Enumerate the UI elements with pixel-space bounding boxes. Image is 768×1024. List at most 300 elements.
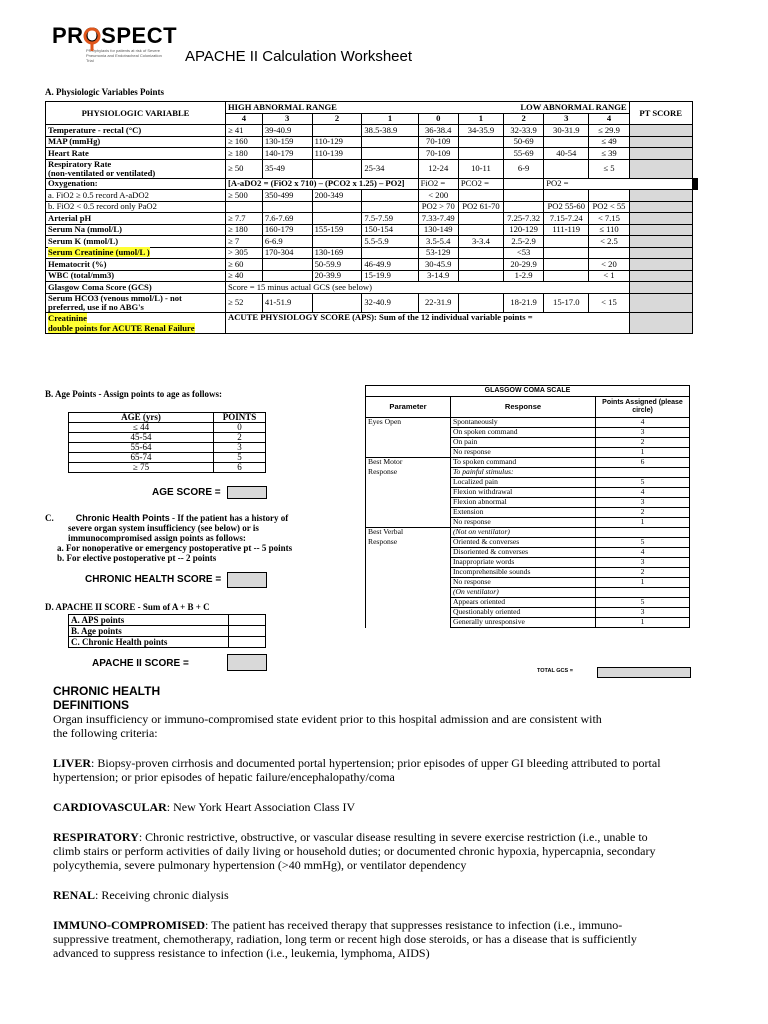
gcs-row xyxy=(366,608,690,618)
gcs-resp: Extension xyxy=(451,508,596,518)
gcs-param: Response xyxy=(366,538,451,548)
physio-row xyxy=(46,136,698,148)
gcs-param: Best Verbal xyxy=(366,528,451,538)
physio-variable-label xyxy=(46,224,226,236)
range-cell: 50-69 xyxy=(503,136,543,148)
apache-sum-table xyxy=(68,614,266,648)
physio-row xyxy=(46,270,698,282)
def-resp-text-2: climb stairs or perform activities of daily living or household duties; or documented chronic hypoxia, hypercapnia, secondary xyxy=(53,844,656,858)
range-cell: ≥ 180 xyxy=(226,224,263,236)
gcs-row xyxy=(366,538,690,548)
range-cell: 39-40.9 xyxy=(262,125,312,137)
gcs-pts[interactable]: 2 xyxy=(596,438,690,448)
gcs-param xyxy=(366,508,451,518)
gcs-pts xyxy=(596,528,690,538)
gcs-row xyxy=(366,478,690,488)
section-c-option-a: a. For nonoperative or emergency postoperative pt -- 5 points xyxy=(57,543,293,553)
range-cell: 6-9 xyxy=(503,159,543,178)
range-cell xyxy=(458,148,503,160)
physio-variable-text: WBC (total/mm3) xyxy=(48,270,115,281)
physio-row xyxy=(46,247,698,259)
physio-variable-label xyxy=(46,282,226,294)
gcs-param xyxy=(366,438,451,448)
apache-sum-value[interactable] xyxy=(229,637,266,648)
range-cell xyxy=(262,259,312,271)
range-cell xyxy=(312,213,362,225)
physio-variable-text: Serum HCO3 (venous mmol/L) - not xyxy=(48,292,182,303)
age-range: 45-54 xyxy=(69,433,214,443)
prospect-logo xyxy=(52,24,192,70)
gcs-row xyxy=(366,468,690,478)
definitions-body xyxy=(53,712,733,960)
points-col-2: 2 xyxy=(312,113,362,125)
age-points: 6 xyxy=(214,463,266,473)
range-cell: 160-179 xyxy=(262,224,312,236)
section-c-intro: - If the patient has a history of xyxy=(169,513,289,523)
range-cell: 35-49 xyxy=(262,159,312,178)
range-cell: < 2.5 xyxy=(589,236,629,248)
age-row xyxy=(69,443,266,453)
range-cell xyxy=(458,136,503,148)
gcs-row xyxy=(366,448,690,458)
def-liver-text-2: hypertension; or prior episodes of hepatic failure/encephalopathy/coma xyxy=(53,770,395,784)
pt-score-cell[interactable] xyxy=(629,247,692,259)
range-cell: PO2 > 70 xyxy=(418,201,458,213)
def-liver xyxy=(53,756,733,770)
range-cell: 22-31.9 xyxy=(418,293,458,312)
range-cell: 3-14.9 xyxy=(418,270,458,282)
range-cell xyxy=(362,190,418,202)
gcs-pts[interactable]: 5 xyxy=(596,478,690,488)
gcs-param xyxy=(366,498,451,508)
gcs-param: Best Motor xyxy=(366,458,451,468)
gcs-row xyxy=(366,418,690,428)
range-cell: 70-109 xyxy=(418,136,458,148)
gcs-pts[interactable]: 1 xyxy=(596,618,690,628)
age-row xyxy=(69,423,266,433)
range-cell: 110-129 xyxy=(312,136,362,148)
range-cell: < 15 xyxy=(589,293,629,312)
gcs-pts[interactable]: 1 xyxy=(596,578,690,588)
range-cell xyxy=(362,201,418,213)
pt-score-blocked xyxy=(692,178,697,190)
range-cell: 25-34 xyxy=(362,159,418,178)
range-cell: 6-6.9 xyxy=(262,236,312,248)
section-c-line2: severe organ system insufficiency (see below) or is xyxy=(68,523,259,533)
gcs-param xyxy=(366,428,451,438)
physio-variable-text: Heart Rate xyxy=(48,147,89,158)
physio-variable-text: Serum Creatinine (umol/L ) xyxy=(48,247,150,258)
age-points: 3 xyxy=(214,443,266,453)
physiologic-variables-table xyxy=(45,101,698,334)
range-cell xyxy=(312,236,362,248)
def-intro-2: the following criteria: xyxy=(53,726,158,740)
def-resp xyxy=(53,830,733,844)
range-cell: 350-499 xyxy=(262,190,312,202)
range-cell: ≥ 180 xyxy=(226,148,263,160)
physio-row xyxy=(46,259,698,271)
range-cell xyxy=(262,201,312,213)
range-cell xyxy=(362,148,418,160)
range-cell: 1-2.9 xyxy=(503,270,543,282)
oxygenation-formula: [A-aDO2 = (FiO2 x 710) – (PCO2 x 1.25) – PO2] xyxy=(226,178,419,190)
range-cell: <53 xyxy=(503,247,543,259)
range-cell xyxy=(312,125,362,137)
range-cell: ≥ 50 xyxy=(226,159,263,178)
pt-score-cell[interactable] xyxy=(629,236,692,248)
physio-variable-label xyxy=(46,213,226,225)
age-points: 2 xyxy=(214,433,266,443)
col-pt-score: PT SCORE xyxy=(629,102,692,125)
def-resp-text: : Chronic restrictive, obstructive, or vascular disease resulting in severe exercise restriction (i.e., unable to xyxy=(138,830,648,844)
physio-variable-label xyxy=(46,178,226,190)
age-range: ≤ 44 xyxy=(69,423,214,433)
gcs-pts[interactable]: 5 xyxy=(596,538,690,548)
range-cell: 7.25-7.32 xyxy=(503,213,543,225)
physio-row xyxy=(46,213,698,225)
gcs-param xyxy=(366,618,451,628)
gcs-param xyxy=(366,568,451,578)
apache-ii-score-box[interactable] xyxy=(227,654,267,671)
apache-sum-value[interactable] xyxy=(229,615,266,626)
col-high-abnormal: HIGH ABNORMAL RANGE xyxy=(226,102,419,114)
chronic-health-score-box[interactable] xyxy=(227,572,267,588)
pt-score-cell[interactable] xyxy=(629,259,692,271)
range-cell: 3-3.4 xyxy=(458,236,503,248)
physio-variable-text: MAP (mmHg) xyxy=(48,136,101,147)
gcs-resp: Inappropriate words xyxy=(451,558,596,568)
age-points-table xyxy=(68,412,266,473)
gcs-pts xyxy=(596,468,690,478)
gcs-param xyxy=(366,608,451,618)
apache-sum-value[interactable] xyxy=(229,626,266,637)
range-cell: > 305 xyxy=(226,247,263,259)
def-resp-text-3: polycythemia, severe pulmonary hypertension (>40 mmHg), or ventilator dependency xyxy=(53,858,467,872)
age-range: 55-64 xyxy=(69,443,214,453)
gcs-resp: To spoken command xyxy=(451,458,596,468)
points-col-3: 1 xyxy=(362,113,418,125)
pt-score-cell[interactable] xyxy=(629,213,692,225)
gcs-param xyxy=(366,578,451,588)
range-cell xyxy=(458,270,503,282)
range-cell: ≤ 39 xyxy=(589,148,629,160)
range-cell: < 1 xyxy=(589,270,629,282)
pt-score-cell[interactable] xyxy=(629,201,692,213)
creatinine-note-2: double points for ACUTE Renal Failure xyxy=(48,322,195,333)
range-cell xyxy=(458,259,503,271)
range-cell: 120-129 xyxy=(503,224,543,236)
range-cell: < 20 xyxy=(589,259,629,271)
gcs-param xyxy=(366,548,451,558)
range-cell xyxy=(458,247,503,259)
gcs-resp: No response xyxy=(451,518,596,528)
points-col-8: 4 xyxy=(589,113,629,125)
def-immuno-text: : The patient has received therapy that suppresses resistance to infection (i.e., immuno- xyxy=(204,918,623,932)
def-renal xyxy=(53,888,733,902)
physio-variable-label xyxy=(46,125,226,137)
section-d-title: D. APACHE II SCORE - Sum of A + B + C xyxy=(45,602,210,612)
def-immuno-text-3: advanced to suppress resistance to infection (i.e., leukemia, lymphoma, AIDS) xyxy=(53,946,430,960)
range-cell: 200-349 xyxy=(312,190,362,202)
pt-score-cell[interactable] xyxy=(629,159,692,178)
range-cell: ≥ 60 xyxy=(226,259,263,271)
range-cell: 10-11 xyxy=(458,159,503,178)
pt-score-cell[interactable] xyxy=(629,148,692,160)
range-cell xyxy=(262,270,312,282)
physio-variable-label xyxy=(46,259,226,271)
range-cell xyxy=(458,213,503,225)
range-cell: 30-31.9 xyxy=(544,125,589,137)
age-score-box[interactable] xyxy=(227,486,267,499)
def-renal-label: RENAL xyxy=(53,888,96,902)
gcs-total-box[interactable] xyxy=(597,667,691,678)
col-age: AGE (yrs) xyxy=(69,413,214,423)
age-range: 65-74 xyxy=(69,453,214,463)
col-low-abnormal: LOW ABNORMAL RANGE xyxy=(418,102,629,114)
range-cell: 32-33.9 xyxy=(503,125,543,137)
gcs-row xyxy=(366,568,690,578)
physio-variable-label xyxy=(46,136,226,148)
range-cell: ≥ 41 xyxy=(226,125,263,137)
range-cell xyxy=(589,190,629,202)
physio-variable-text-2: preferred, use if no ABG's xyxy=(48,301,144,312)
gcs-pts[interactable]: 2 xyxy=(596,508,690,518)
points-col-0: 4 xyxy=(226,113,263,125)
age-row xyxy=(69,463,266,473)
creatinine-note xyxy=(46,312,226,333)
range-cell: 20-39.9 xyxy=(312,270,362,282)
physio-variable-label xyxy=(46,293,226,312)
gcs-pts[interactable]: 2 xyxy=(596,568,690,578)
range-cell xyxy=(544,136,589,148)
pt-score-cell[interactable] xyxy=(629,282,692,294)
aps-label: ACUTE PHYSIOLOGY SCORE (APS): Sum of the 12 individual variable points = xyxy=(226,312,630,333)
pt-score-cell[interactable] xyxy=(629,125,692,137)
section-c-line3: immunocompromised assign points as follows: xyxy=(68,533,246,543)
range-cell xyxy=(544,236,589,248)
gcs-param xyxy=(366,598,451,608)
physio-variable-label xyxy=(46,148,226,160)
range-cell: ≥ 40 xyxy=(226,270,263,282)
range-cell xyxy=(312,293,362,312)
def-resp-label: RESPIRATORY xyxy=(53,830,139,844)
gcs-row xyxy=(366,598,690,608)
range-cell: ≤ 110 xyxy=(589,224,629,236)
page-title: APACHE II Calculation Worksheet xyxy=(185,48,413,65)
range-cell: ≤ 49 xyxy=(589,136,629,148)
gcs-row xyxy=(366,618,690,628)
range-cell: 130-159 xyxy=(262,136,312,148)
range-cell: 7.5-7.59 xyxy=(362,213,418,225)
gcs-row xyxy=(366,528,690,538)
apache-ii-score-label: APACHE II SCORE = xyxy=(92,658,189,669)
age-points: 5 xyxy=(214,453,266,463)
physio-row xyxy=(46,178,698,190)
physio-variable-label xyxy=(46,236,226,248)
section-b-title: B. Age Points - Assign points to age as follows: xyxy=(45,389,223,399)
range-cell: 50-59.9 xyxy=(312,259,362,271)
range-cell: 2.5-2.9 xyxy=(503,236,543,248)
gcs-pts xyxy=(596,588,690,598)
gcs-resp: No response xyxy=(451,448,596,458)
magnifier-logo-icon xyxy=(82,26,102,52)
range-cell: ≤ 29.9 xyxy=(589,125,629,137)
points-col-4: 0 xyxy=(418,113,458,125)
section-c xyxy=(45,513,345,563)
pt-score-cell[interactable] xyxy=(629,293,692,312)
range-cell: 32-40.9 xyxy=(362,293,418,312)
range-cell xyxy=(458,224,503,236)
apache-sum-label: C. Chronic Health points xyxy=(69,637,229,648)
range-cell: ≥ 52 xyxy=(226,293,263,312)
gcs-resp: Flexion withdrawal xyxy=(451,488,596,498)
gcs-row xyxy=(366,548,690,558)
def-immuno-label: IMMUNO-COMPROMISED xyxy=(53,918,205,932)
oxygenation-po2: PO2 = xyxy=(544,178,692,190)
physio-row xyxy=(46,190,698,202)
gcs-resp: Flexion abnormal xyxy=(451,498,596,508)
pt-score-cell[interactable] xyxy=(629,136,692,148)
physio-variable-text: Hematocrit (%) xyxy=(48,258,107,269)
gcs-pts[interactable]: 1 xyxy=(596,518,690,528)
definitions-heading-2: DEFINITIONS xyxy=(53,698,130,712)
range-cell: ≤ 5 xyxy=(589,159,629,178)
physio-variable-label xyxy=(46,190,226,202)
physio-variable-label xyxy=(46,247,226,259)
physio-variable-label xyxy=(46,159,226,178)
range-cell: 30-45.9 xyxy=(418,259,458,271)
physio-variable-text-2: (non-ventilated or ventilated) xyxy=(48,167,156,178)
range-cell: 7.15-7.24 xyxy=(544,213,589,225)
gcs-row xyxy=(366,518,690,528)
gcs-pts[interactable]: 3 xyxy=(596,428,690,438)
range-cell: 140-179 xyxy=(262,148,312,160)
physio-row xyxy=(46,293,698,312)
range-cell: ≥ 7.7 xyxy=(226,213,263,225)
apache-sum-row xyxy=(69,626,266,637)
oxygenation-pco2: PCO2 = xyxy=(458,178,503,190)
gcs-pts[interactable]: 4 xyxy=(596,418,690,428)
gcs-param xyxy=(366,478,451,488)
range-cell: 5.5-5.9 xyxy=(362,236,418,248)
range-cell xyxy=(589,247,629,259)
apache-sum-label: B. Age points xyxy=(69,626,229,637)
gcs-row xyxy=(366,508,690,518)
physio-row xyxy=(46,236,698,248)
gcs-pts[interactable]: 3 xyxy=(596,558,690,568)
physio-variable-label xyxy=(46,270,226,282)
gcs-resp: Generally unresponsive xyxy=(451,618,596,628)
gcs-row xyxy=(366,438,690,448)
def-cardio xyxy=(53,800,733,814)
physio-variable-label xyxy=(46,201,226,213)
gcs-note: Score = 15 minus actual GCS (see below) xyxy=(226,282,630,294)
range-cell: 40-54 xyxy=(544,148,589,160)
gcs-col-parameter: Parameter xyxy=(366,397,451,418)
physio-variable-text: Arterial pH xyxy=(48,212,92,223)
gcs-pts[interactable]: 6 xyxy=(596,458,690,468)
physio-variable-text: Serum Na (mmol/L) xyxy=(48,224,122,235)
def-liver-label: LIVER xyxy=(53,756,92,770)
gcs-param xyxy=(366,488,451,498)
gcs-pts[interactable]: 1 xyxy=(596,448,690,458)
points-col-1: 3 xyxy=(262,113,312,125)
chronic-health-score-label: CHRONIC HEALTH SCORE = xyxy=(85,574,222,585)
range-cell: 34-35.9 xyxy=(458,125,503,137)
points-col-7: 3 xyxy=(544,113,589,125)
gcs-resp: Spontaneously xyxy=(451,418,596,428)
physio-row xyxy=(46,224,698,236)
creatinine-note-1: Creatinine xyxy=(48,312,87,323)
definitions-heading-1: CHRONIC HEALTH xyxy=(53,684,161,698)
pt-score-cell[interactable] xyxy=(629,270,692,282)
range-cell xyxy=(362,136,418,148)
gcs-pts[interactable]: 4 xyxy=(596,488,690,498)
gcs-row xyxy=(366,498,690,508)
range-cell: 7.6-7.69 xyxy=(262,213,312,225)
physio-row xyxy=(46,201,698,213)
age-row xyxy=(69,433,266,443)
def-liver-text: : Biopsy-proven cirrhosis and documented portal hypertension; prior episodes of upper GI bleeding attributed to portal xyxy=(91,756,661,770)
col-points: POINTS xyxy=(214,413,266,423)
gcs-col-response: Response xyxy=(451,397,596,418)
def-cardio-text: : New York Heart Association Class IV xyxy=(166,800,356,814)
gcs-pts[interactable]: 3 xyxy=(596,498,690,508)
range-cell: 70-109 xyxy=(418,148,458,160)
range-cell xyxy=(458,293,503,312)
gcs-param: Eyes Open xyxy=(366,418,451,428)
gcs-pts[interactable]: 4 xyxy=(596,548,690,558)
pt-score-cell[interactable] xyxy=(629,224,692,236)
section-a-title: A. Physiologic Variables Points xyxy=(45,87,165,97)
gcs-resp: Questionably oriented xyxy=(451,608,596,618)
gcs-param xyxy=(366,558,451,568)
range-cell: 110-139 xyxy=(312,148,362,160)
range-cell: 20-29.9 xyxy=(503,259,543,271)
range-cell xyxy=(226,201,263,213)
apache-sum-label: A. APS points xyxy=(69,615,229,626)
gcs-row xyxy=(366,578,690,588)
range-cell: 53-129 xyxy=(418,247,458,259)
section-c-title: Chronic Health Points xyxy=(75,513,170,523)
apache-sum-row xyxy=(69,637,266,648)
def-immuno-text-2: suppressive treatment, chemotherapy, radiation, long term or recent high dose steroids, or has a disease that is sufficiently xyxy=(53,932,637,946)
age-range: ≥ 75 xyxy=(69,463,214,473)
gcs-resp: On pain xyxy=(451,438,596,448)
gcs-title: GLASGOW COMA SCALE xyxy=(366,386,690,397)
physio-row xyxy=(46,148,698,160)
points-col-6: 2 xyxy=(503,113,543,125)
range-cell: 41-51.9 xyxy=(262,293,312,312)
def-renal-text: : Receiving chronic dialysis xyxy=(95,888,229,902)
gcs-resp: Incomprehensible sounds xyxy=(451,568,596,578)
range-cell: 7.33-7.49 xyxy=(418,213,458,225)
gcs-pts[interactable]: 5 xyxy=(596,598,690,608)
gcs-resp: Disoriented & converses xyxy=(451,548,596,558)
age-score-label: AGE SCORE = xyxy=(152,487,221,498)
aps-score-cell[interactable] xyxy=(629,312,692,333)
physio-row xyxy=(46,125,698,137)
pt-score-cell[interactable] xyxy=(629,190,692,202)
physio-variable-text: Serum K (mmol/L) xyxy=(48,235,119,246)
physio-variable-text: a. FiO2 ≥ 0.5 record A-aDO2 xyxy=(48,189,149,200)
gcs-row xyxy=(366,428,690,438)
range-cell: 38.5-38.9 xyxy=(362,125,418,137)
gcs-resp: Oriented & converses xyxy=(451,538,596,548)
range-cell xyxy=(503,201,543,213)
range-cell: < 200 xyxy=(418,190,458,202)
gcs-pts[interactable]: 3 xyxy=(596,608,690,618)
